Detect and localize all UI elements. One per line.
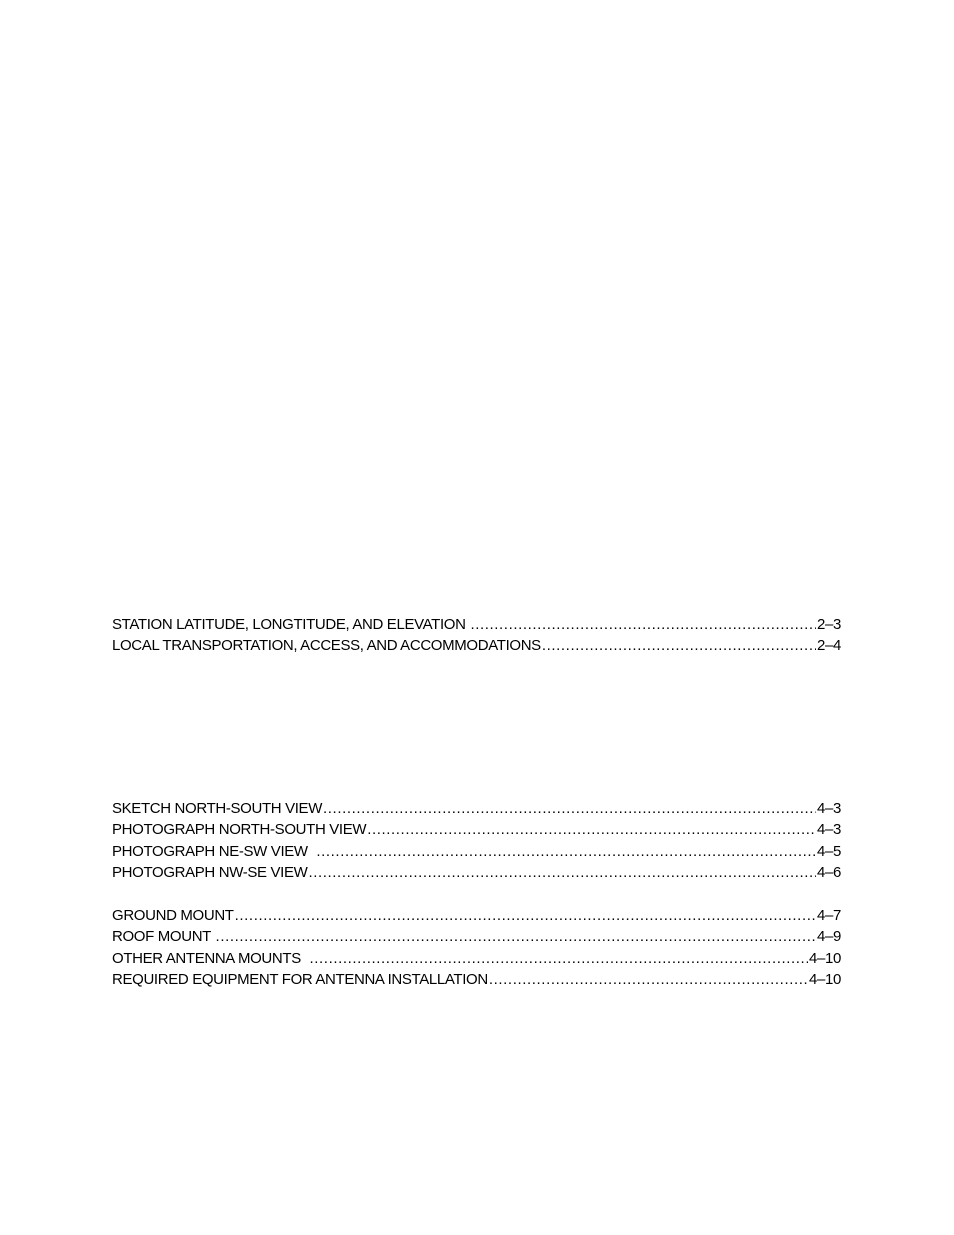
toc-entry-title: PHOTOGRAPH NE-SW VIEW: [112, 842, 316, 860]
toc-entry[interactable]: [112, 928, 841, 949]
toc-group-station-info: [112, 616, 841, 659]
toc-dot-leader: [308, 864, 816, 881]
toc-entry-title: LOCAL TRANSPORTATION, ACCESS, AND ACCOMMODATIONS: [112, 637, 541, 655]
toc-entry-page: 2–3: [817, 616, 841, 633]
toc-entry[interactable]: [112, 800, 841, 821]
toc-dot-leader: [489, 971, 808, 988]
toc-entry[interactable]: [112, 637, 841, 658]
toc-entry[interactable]: [112, 843, 841, 864]
toc-entry-page: 4–9: [817, 928, 841, 946]
toc-group-views: [112, 800, 841, 885]
toc-dot-leader: [470, 616, 816, 633]
toc-entry[interactable]: [112, 907, 841, 928]
toc-dot-leader: [323, 800, 816, 817]
toc-entry-title: PHOTOGRAPH NORTH-SOUTH VIEW: [112, 821, 367, 839]
toc-dot-leader: [216, 928, 816, 945]
toc-entry[interactable]: [112, 821, 841, 842]
toc-entry[interactable]: [112, 950, 841, 971]
toc-group-antenna: [112, 907, 841, 992]
toc-entry[interactable]: [112, 864, 841, 885]
toc-entry-title: PHOTOGRAPH NW-SE VIEW: [112, 863, 308, 881]
toc-entry[interactable]: [112, 971, 841, 992]
toc-entry-title: STATION LATITUDE, LONGTITUDE, AND ELEVATION: [112, 616, 470, 633]
toc-entry-page: 4–3: [817, 800, 841, 817]
toc-entry-title: REQUIRED EQUIPMENT FOR ANTENNA INSTALLATION: [112, 970, 488, 988]
toc-entry[interactable]: [112, 616, 841, 637]
toc-dot-leader: [542, 637, 816, 654]
toc-entry-page: 4–6: [817, 863, 841, 881]
toc-entry-page: 4–5: [817, 842, 841, 860]
toc-entry-title: SKETCH NORTH-SOUTH VIEW: [112, 800, 323, 817]
toc-entry-page: 4–3: [817, 821, 841, 839]
toc-entry-page: 4–10: [809, 970, 841, 988]
toc-entry-title: OTHER ANTENNA MOUNTS: [112, 949, 309, 967]
toc-entry-title: GROUND MOUNT: [112, 907, 234, 924]
toc-dot-leader: [367, 821, 816, 838]
toc-entry-page: 4–10: [809, 949, 841, 967]
toc-dot-leader: [235, 907, 816, 924]
toc-entry-page: 4–7: [817, 907, 841, 924]
toc-entry-page: 2–4: [817, 637, 841, 655]
toc-entry-title: ROOF MOUNT: [112, 928, 215, 946]
toc-dot-leader: [316, 843, 816, 860]
toc-dot-leader: [310, 950, 809, 967]
